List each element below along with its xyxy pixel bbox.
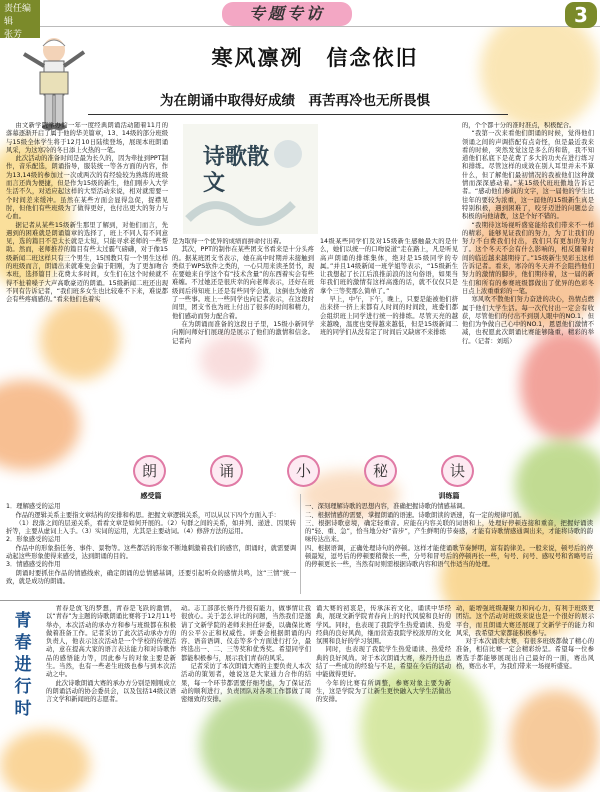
article-col-2 bbox=[172, 238, 314, 455]
divider bbox=[300, 494, 301, 594]
tips-item: 一、深刻理解诗歌的思想内容，准确把握诗歌的情感基调。 bbox=[305, 503, 469, 511]
paragraph: “我第一次来看他们朗诵的时候，觉得他们领诵之间的声调搭配有点奇怪，但是最近我来看的时候，突然发觉这是多么的和谐，我不知道他们私底下是花费了多大的功夫在进行练习和排练。尽管这样的成效在别人耳里并未不算什么，但了解他们最初情况的我被他们这种激情而深深感动着。”某15级代班班傲地告诉记者。“感动他们参演的文字，这一届他的学生比往年的要较为浓重，这一届他的15级新生真是特别积极，遇到困难了，咬牙迈进的问题总会积极的向他请教，这是个好不错的。 bbox=[462, 130, 594, 221]
youth-title-char: 时 bbox=[14, 699, 32, 719]
paragraph: 据记者从某些15级新生那里了解到，对他们而言，先遇到的困难就是朗诵篇章的选择了，班上不同人有不同意见，选的篇目不是太长就是太短，只能寻求老师的一些帮助。然而，老师推荐的篇目有些太过霸气磅礴，对于像15级新闻二班这样只有三个男生，15国教只有一个男生这样的班级而言，朗诵出来就难免会偏于阳刚，为了更加吻合本班，选择篇目上花费太多时间，女生们在这个时候就不得不扯着嗓子大声高歌豪迈的朗诵。15级新闻二班还出现不同有告诉记者，“我们班多女生也比较难不下来，难说都会有些疼痛感的。”看来他们也着实 bbox=[6, 221, 168, 304]
book-title: 诗歌散文 bbox=[203, 144, 270, 196]
youth-col-3 bbox=[316, 605, 451, 790]
editor-box bbox=[0, 0, 40, 38]
page-number: 3 bbox=[565, 2, 597, 28]
tips-item: 作品的逻辑关系主要指文章结构的安排和构思。把握文章逻辑关系，可以从以下四个方面入手： bbox=[15, 511, 280, 519]
tips-item: 2．形象感受的运用 bbox=[6, 536, 61, 544]
paragraph: 此次活动的准备时间是最为长久的，因为牵扯到PPT制作，音乐配选，朗诵指导，服装统一等各方面的内容，作为13,14级的参加过一次或两次的有经验较为熟练的班级而言还尚为便捷，但是作为15级的新生，他们刚步入大学生活不久，对适应起这样的大型活动来说，相对就需要一个时间差来缓冲。虽然在某些方面会显得急促，捉襟见肘，但他们有些班级为了做得更好，也付出更大的努力与心血。 bbox=[6, 155, 168, 221]
paragraph: 由文新学院举办的一年一度经典朗诵活动随着11月的落幕逐渐开启了属于他的华美篇章，13、14级的部分班级与15级全体学生将于12月10日陆续登场，展现本班朗诵风采，为这寒冷的冬日添上火热的一笔。 bbox=[6, 122, 168, 154]
paragraph: 在为朗诵而准备的这段日子里，15级小新同学向刚问师好们展现的是展示了他们的激情和信念。记者向 bbox=[172, 320, 314, 345]
tips-item: 1．理解感受的运用 bbox=[6, 503, 61, 511]
tips-item: 作品中的形象指任务、事件、景物等。这些都活的形象不断地刺激着我们的感官，朗诵时，就需要调动起这些形象使得来感受，达到朗诵的目的。 bbox=[6, 544, 296, 561]
paragraph: 今年的比赛有所调整，参赛对象主要为新生，这是学院为了让新生更快融入大学生活做出的安排。 bbox=[316, 679, 451, 704]
tips-item: （1）段落之间的层递关系，看看文章是如何开展的。（2）句群之间的关系，如并列、递进、因果转折等，主要从虚词上入手。（3）实词的运用，尤其是主要动词。（4）修辞方法的运用。 bbox=[6, 519, 296, 536]
paragraph: 早上，中午，下午，晚上，只要是能被他们挤出来挤一挤上来都有人时间的时间段，班委们都会组织班上同学进行统一的排练。尽管天亮的越来越晚，温度也变得越来越低，但是15级新闻二班的同学们从没有定了时间后又缺席不来排练 bbox=[320, 296, 458, 337]
article-col-1 bbox=[6, 122, 168, 455]
book-cover-image bbox=[183, 124, 318, 234]
paragraph: 同时，也表现了我院学生热爱诵读、热爱经典的良好风尚。对于本次朗诵大赛，蔡丹丹也总结了一些成功的经验与不足，希望在今后的活动中能做得更好。 bbox=[316, 646, 451, 679]
tips-item: 朗诵时要抓住作品的情感线索，确定朗诵的总情感基调，还要引起听众的感情共鸣，这“三情”统一致，就是成功的朗诵。 bbox=[6, 569, 296, 585]
tips-item: 3．情感感受的作用 bbox=[6, 561, 61, 569]
banner-char: 诀 bbox=[441, 455, 474, 487]
paragraph: 诵大赛的初衷是，传承沫若文化，诵读中华经典，展现文新学院青春向上的时代风貌和良好的学风。同时，也表现了我院学生热爱诵读、热爱经典的良好风尚，继而营造我院学校浓厚的文化氛围和良好的学习氛围。 bbox=[316, 605, 451, 646]
youth-col-2 bbox=[181, 605, 311, 790]
tips-item: 三、根据诗歌意境，确定轻重音。应能在内容关联的词语和上，处理好停顿连接和重音，把握好诵读的“轻、重、急”，恰当地分好“音步”，产生鲜明的节奏感，才能有诗歌情感通调出来，才能将诗歌的韵味传达出来。 bbox=[305, 519, 593, 544]
youth-col-4 bbox=[456, 605, 594, 790]
tips-banner bbox=[88, 455, 493, 487]
tips-right-heading: 训练篇 bbox=[438, 492, 460, 500]
banner-char: 小 bbox=[287, 455, 320, 487]
paragraph: 对于本次诵读大赛，有很多班级都做了精心的准备，相信比赛一定会精彩纷呈。希望每一位参赛选手都能够展现出自己最好的一面，赛出风格，赛出水平，为我们带来一场视听盛宴。 bbox=[456, 638, 594, 671]
tips-item: 四、根据语调，正确处理诗句的停顿。这样才能使诵歌节奏鲜明，富有韵律美。一般来说，顿号后的停顿最短，逗号后的停顿要稍微长一些，分号和冒号后的停顿再长一些，句号、问号、感叹号和省略号后的停顿更长一些，当然有时则需根据诗歌内容和语气作适当的处理。 bbox=[305, 544, 593, 569]
editor-label: 责任编辑 bbox=[4, 4, 32, 27]
paragraph: 记者采访了本次朗诵大赛的主要负责人本次活动的策划者，她说这是大家通力合作的结果，每一个环节都需要仔细考虑，为了保证活动的顺利进行，负责团队对各项工作都做了周密细致的安排。 bbox=[181, 663, 311, 704]
paragraph: 的，个个都十分的准时准点，积极配合。 bbox=[462, 122, 576, 129]
tips-item: 二、根据情感的需要，掌握朗诵的语速。诗歌朗读的语速，有一定的规律可循。 bbox=[305, 511, 526, 519]
subheadline: 为在朗诵中取得好成绩 再苦再冷也无所畏惧 bbox=[160, 93, 430, 109]
section-rule bbox=[0, 600, 600, 601]
tips-left-heading: 感受篇 bbox=[140, 492, 162, 500]
youth-title-char: 行 bbox=[14, 677, 32, 697]
banner-char: 秘 bbox=[364, 455, 397, 487]
headline-rule bbox=[88, 114, 508, 115]
paragraph: 是为取得一个优异的成绩而拼命付出着。 bbox=[172, 238, 286, 245]
paragraph: 此次诗歌朗诵大赛的承办方分别是刚刚成立的朗诵活动的协会委员会，以及包括14级汉语言文学和新闻班的志愿者。 bbox=[46, 679, 176, 704]
headline: 寒风凛冽 信念依旧 bbox=[211, 45, 419, 70]
tips-left bbox=[6, 492, 296, 597]
youth-title-char: 青 bbox=[14, 611, 32, 631]
paragraph: 动，能增强班级凝聚力和向心力，有利于班级更团结。这个活动对班级来说也是一个很好的展示平台，而且朗诵大赛还展现了文新学子的能力和风采，我希望大家都能积极参与。 bbox=[456, 605, 594, 637]
paragraph: 青春是放飞的梦想，青春是飞跃的激情，以“青春”为主题的诗歌朗诵比赛将于12月11号举办，本次活动的承办方和参与班级都在积极做着准备工作。记者采访了此次活动承办方的负责人，他表示这次活动是一个学校的传统活动，意在提高大家的语言表达能力和对诗歌作品的感悟能力等，因此参与的对象主要是新生。当然，也有一些老生班级也参与到本次活动之中。 bbox=[46, 605, 176, 679]
section-title: 专题专访 bbox=[222, 2, 352, 26]
banner-char: 朗 bbox=[133, 455, 166, 487]
article-col-4 bbox=[462, 122, 594, 455]
tips-right bbox=[305, 492, 593, 597]
paragraph: 14级某些同学们及对15级新生感触最大的是什么，她们以统一的口吻说道“走在路上，凡是听见高声朗诵的排练集体，绝对是15级同学的专属。”并且14级新闻一班学姐等表示，“15级新生让我想起了长江后浪推前浪的这句俗语，如果当年我们班的激情有这样高涨的话，就不仅仅只是拿个三等奖那么简单了。” bbox=[320, 238, 458, 295]
paragraph: 动。志工部部长蔡丹丹很有能力，做事情让我很放心。关于怎么评比的问题，当然我们是邀请了文新学院的老师来担任评委，以确保比赛的公平公正和权威性。评委会根据朗诵的内容、语音语调、仪态等多个方面进行打分，最终选出一、二、三等奖和优秀奖。希望同学们都能积极参与，展示我们青春的风采。 bbox=[181, 605, 311, 662]
paragraph: 寒风吹不散他们努力奋进的决心，热情点燃属于他们大学生活。每一次代付出一定会有收获，尽管他们的付出不到别人眼中的NO.1，但他们为争做自己心中的NO.1，恩恩他们激情不减，也祝愿此次朗诵比赛能够隆重，精彩的举行。（记者：刘瑶） bbox=[462, 296, 594, 345]
paragraph: 其次，PPT的制作在某些团支书看来是十分头疼的。据某班团支书表示，她在高中时期并未接触到类似于WPS软件之类的，一心只用来读圣贤书，现在要她来自学这个有“技术含量”的东西着实会有些难缠。不过她还是很庆幸的向老师表示，还好在班级间后得知班上还是有些同学会做，这倒也为她省了一些事。班上一些同学也向记者表示，在这段时间里，团支书也为班上付出了很多的时间和精力，他们感动而努力配合着。 bbox=[172, 246, 314, 320]
banner-char: 诵 bbox=[210, 455, 243, 487]
youth-title-char: 进 bbox=[14, 655, 32, 675]
mascot-illustration bbox=[18, 34, 90, 134]
youth-title-char: 春 bbox=[14, 633, 32, 653]
editor-name: 张芳 bbox=[4, 30, 23, 40]
youth-col-1 bbox=[46, 605, 176, 790]
article-col-3 bbox=[320, 238, 458, 455]
youth-title bbox=[6, 610, 40, 720]
paragraph: “我期待这场视听盛宴能给我们带来不一样的精彩，能够见证我们的努力，为了让我们的努力不白费我们付出，我们只有更加的努力了。这个冬天不会有什么影响的，相反随着时间的临近越来越期待了。”15级新生吴彩玉这样告诉记者。看来，寒冷的冬天并不会阻挡他们努力的激情的脚步，他们期待着，这一届的新生们和所有的参赛班级都做出了优异的色彩冬日点上浓重重彩的一笔。 bbox=[462, 221, 594, 295]
